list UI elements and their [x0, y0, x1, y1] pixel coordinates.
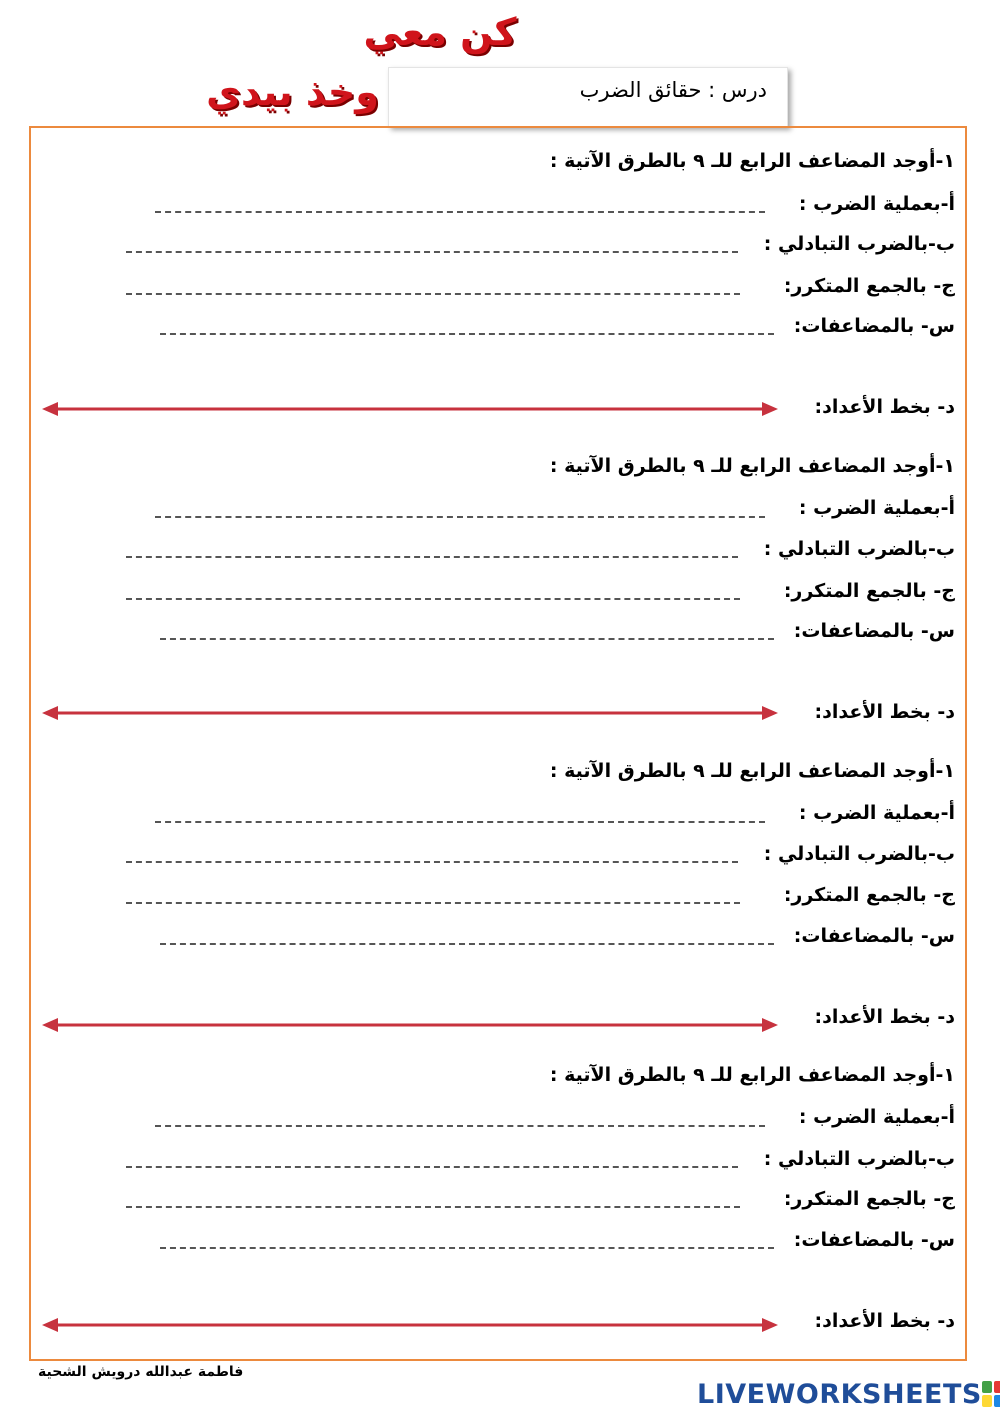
- answer-line-commutative[interactable]: [126, 251, 738, 253]
- item-label-commutative: ب-بالضرب التبادلي :: [763, 233, 955, 255]
- answer-line-multiples[interactable]: [160, 333, 774, 335]
- item-label-repeated-addition: ج- بالجمع المتكرر:: [783, 580, 955, 602]
- item-label-commutative: ب-بالضرب التبادلي :: [763, 538, 955, 560]
- answer-line-commutative[interactable]: [126, 1166, 738, 1168]
- number-line-arrow[interactable]: [42, 399, 778, 419]
- number-line-arrow[interactable]: [42, 1015, 778, 1035]
- answer-line-multiplication[interactable]: [155, 821, 765, 823]
- liveworksheets-mark-icon: [982, 1381, 1000, 1407]
- item-label-number-line: د- بخط الأعداد:: [814, 1310, 955, 1332]
- item-label-multiples: س- بالمضاعفات:: [793, 620, 955, 642]
- lesson-title: درس : حقائق الضرب: [579, 78, 767, 102]
- question-text: ١-أوجد المضاعف الرابع للـ ٩ بالطرق الآتية :: [549, 1064, 955, 1086]
- question-text: ١-أوجد المضاعف الرابع للـ ٩ بالطرق الآتية :: [549, 150, 955, 172]
- answer-line-multiplication[interactable]: [155, 1125, 765, 1127]
- item-label-multiples: س- بالمضاعفات:: [793, 925, 955, 947]
- number-line-arrow[interactable]: [42, 703, 778, 723]
- item-label-number-line: د- بخط الأعداد:: [814, 701, 955, 723]
- answer-line-repeated-addition[interactable]: [126, 902, 740, 904]
- logo-line-2: وخذ بيدي: [206, 70, 379, 114]
- answer-line-repeated-addition[interactable]: [126, 598, 740, 600]
- item-label-multiplication: أ-بعملية الضرب :: [798, 802, 955, 824]
- liveworksheets-logo[interactable]: [697, 1377, 1000, 1411]
- worksheet-frame: [29, 126, 967, 1361]
- answer-line-multiples[interactable]: [160, 943, 774, 945]
- item-label-multiples: س- بالمضاعفات:: [793, 315, 955, 337]
- item-label-commutative: ب-بالضرب التبادلي :: [763, 1148, 955, 1170]
- lesson-title-box: [388, 67, 788, 127]
- author-credit: فاطمة عبدالله درويش الشحية: [38, 1364, 244, 1380]
- number-line-arrow[interactable]: [42, 1315, 778, 1335]
- item-label-multiplication: أ-بعملية الضرب :: [798, 1106, 955, 1128]
- answer-line-commutative[interactable]: [126, 861, 738, 863]
- answer-line-multiples[interactable]: [160, 638, 774, 640]
- item-label-commutative: ب-بالضرب التبادلي :: [763, 843, 955, 865]
- question-text: ١-أوجد المضاعف الرابع للـ ٩ بالطرق الآتية :: [549, 455, 955, 477]
- answer-line-repeated-addition[interactable]: [126, 1206, 740, 1208]
- item-label-number-line: د- بخط الأعداد:: [814, 396, 955, 418]
- answer-line-commutative[interactable]: [126, 556, 738, 558]
- logo-line-1: كن معي: [363, 10, 517, 54]
- item-label-multiples: س- بالمضاعفات:: [793, 1229, 955, 1251]
- answer-line-multiples[interactable]: [160, 1247, 774, 1249]
- item-label-repeated-addition: ج- بالجمع المتكرر:: [783, 1188, 955, 1210]
- item-label-multiplication: أ-بعملية الضرب :: [798, 497, 955, 519]
- item-label-multiplication: أ-بعملية الضرب :: [798, 193, 955, 215]
- question-text: ١-أوجد المضاعف الرابع للـ ٩ بالطرق الآتية :: [549, 760, 955, 782]
- answer-line-repeated-addition[interactable]: [126, 293, 740, 295]
- item-label-repeated-addition: ج- بالجمع المتكرر:: [783, 884, 955, 906]
- liveworksheets-wordmark: LIVEWORKSHEETS: [697, 1378, 982, 1410]
- answer-line-multiplication[interactable]: [155, 516, 765, 518]
- answer-line-multiplication[interactable]: [155, 211, 765, 213]
- item-label-repeated-addition: ج- بالجمع المتكرر:: [783, 275, 955, 297]
- item-label-number-line: د- بخط الأعداد:: [814, 1006, 955, 1028]
